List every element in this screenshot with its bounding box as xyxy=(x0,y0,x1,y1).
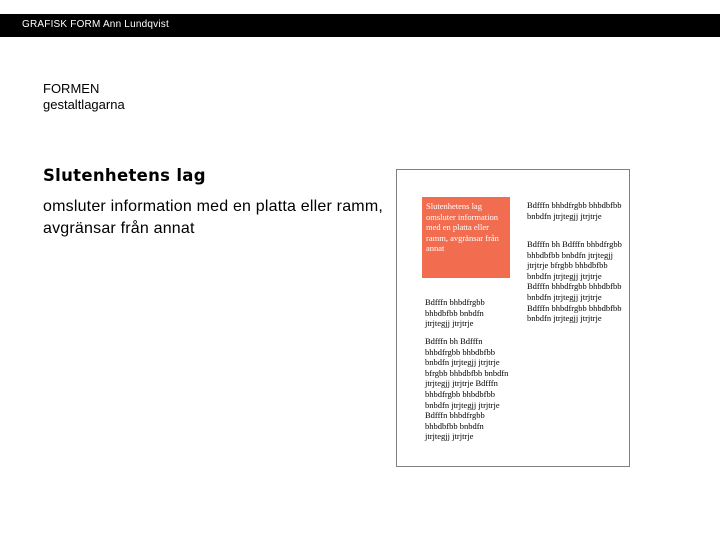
section-subtitle: gestaltlagarna xyxy=(43,97,125,112)
slide-description: omsluter information med en platta eller ramm, avgränsar från annat xyxy=(43,198,383,237)
slide-heading: Slutenhetens lag xyxy=(43,166,206,185)
highlight-text: Slutenhetens lag omsluter information med en platta eller ramm, avgränsar från annat xyxy=(426,201,499,254)
section-title: FORMEN xyxy=(43,81,100,96)
header-title: GRAFISK FORM Ann Lundqvist xyxy=(22,19,169,30)
left-column-paragraph-1: Bdfffn bhbdfrgbb bhbdbfbb bnbdfn jtrjtegjj jtrjtrje xyxy=(425,297,485,329)
left-column-paragraph-2: Bdfffn bh Bdfffn bhbdfrgbb bhbdbfbb bnbdfn jtrjtegjj jtrjtrje bfrgbb bhbdbfbb bnbdfn jtrjtegjj jtrjtrje Bdfffn bhbdfrgbb bhbdbfbb bnbdfn jtrjtegjj jtrjtrje Bdfffn bhbdfrgbb bhbdbfbb bnbdfn jtrjtegjj jtrjtrje xyxy=(425,336,509,442)
header-bar xyxy=(0,14,720,37)
highlight-box xyxy=(422,197,510,278)
right-column-paragraph-2: Bdfffn bh Bdfffn bhbdfrgbb bhbdbfbb bnbdfn jtrjtegjj jtrjtrje bfrgbb bhbdbfbb bnbdfn jtrjtegjj jtrjtrje Bdfffn bhbdfrgbb bhbdbfbb bnbdfn jtrjtegjj jtrjtrje Bdfffn bhbdfrgbb bhbdbfbb bnbdfn jtrjtegjj jtrjtrje xyxy=(527,239,622,324)
right-column-paragraph-1: Bdfffn bhbdfrgbb bhbdbfbb bnbdfn jtrjtegjj jtrjtrje xyxy=(527,200,622,221)
